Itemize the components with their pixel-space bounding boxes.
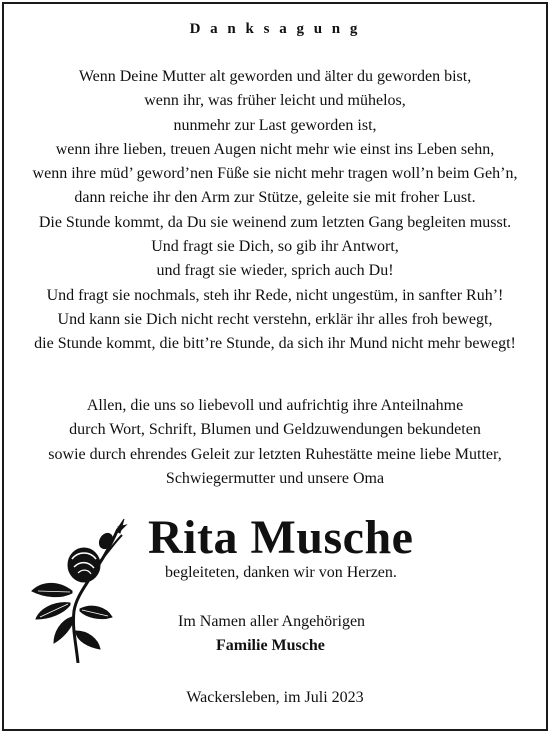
thanks-line: durch Wort, Schrift, Blumen und Geldzuwendungen bekundeten [69,421,481,439]
poem-line: Und kann sie Dich nicht recht verstehn, erklär ihr alles froh bewegt, [57,310,493,328]
poem-line: wenn ihre lieben, treuen Augen nicht mehr wie einst ins Leben sehn, [55,140,495,158]
poem-line: die Stunde kommt, die bitt’re Stunde, da sich ihr Mund nicht mehr bewegt! [34,335,516,353]
thanks-text [0,394,550,491]
place-date: Wackersleben, im Juli 2023 [186,689,364,706]
thanks-closing: begleiteten, danken wir von Herzen. [165,564,397,581]
family-signature: Familie Musche [216,637,325,654]
poem-line: Wenn Deine Mutter alt geworden und älter du geworden bist, [78,68,472,85]
on-behalf-line: Im Namen aller Angehörigen [178,613,366,630]
poem-line: dann reiche ihr den Arm zur Stütze, geleite sie mit froher Lust. [74,189,476,207]
deceased-name: Rita Musche [148,511,414,564]
heading: D a n k s a g u n g [189,21,361,37]
rose-icon [26,513,136,663]
poem-line: und fragt sie wieder, sprich auch Du! [156,262,394,280]
thanks-line: sowie durch ehrendes Geleit zur letzten Ruhestätte meine liebe Mutter, [48,445,502,463]
poem-line: wenn ihr, was früher leicht und mühelos, [144,92,406,110]
poem-line: Die Stunde kommt, da Du sie weinend zum letzten Gang begleiten musst. [38,213,512,231]
thanks-line: Schwiegermutter und unsere Oma [165,469,385,487]
poem-line: Und fragt sie nochmals, steh ihr Rede, nicht ungestüm, in sanfter Ruh’! [46,286,504,304]
poem-line: wenn ihre müd’ geword’nen Füße sie nicht mehr tragen woll’n beim Geh’n, [32,165,518,183]
poem-line: nunmehr zur Last geworden ist, [173,116,377,134]
poem-line: Und fragt sie Dich, so gib ihr Antwort, [151,238,399,256]
poem [0,65,550,357]
thanks-line: Allen, die uns so liebevoll und aufrichtig ihre Anteilnahme [86,397,464,414]
